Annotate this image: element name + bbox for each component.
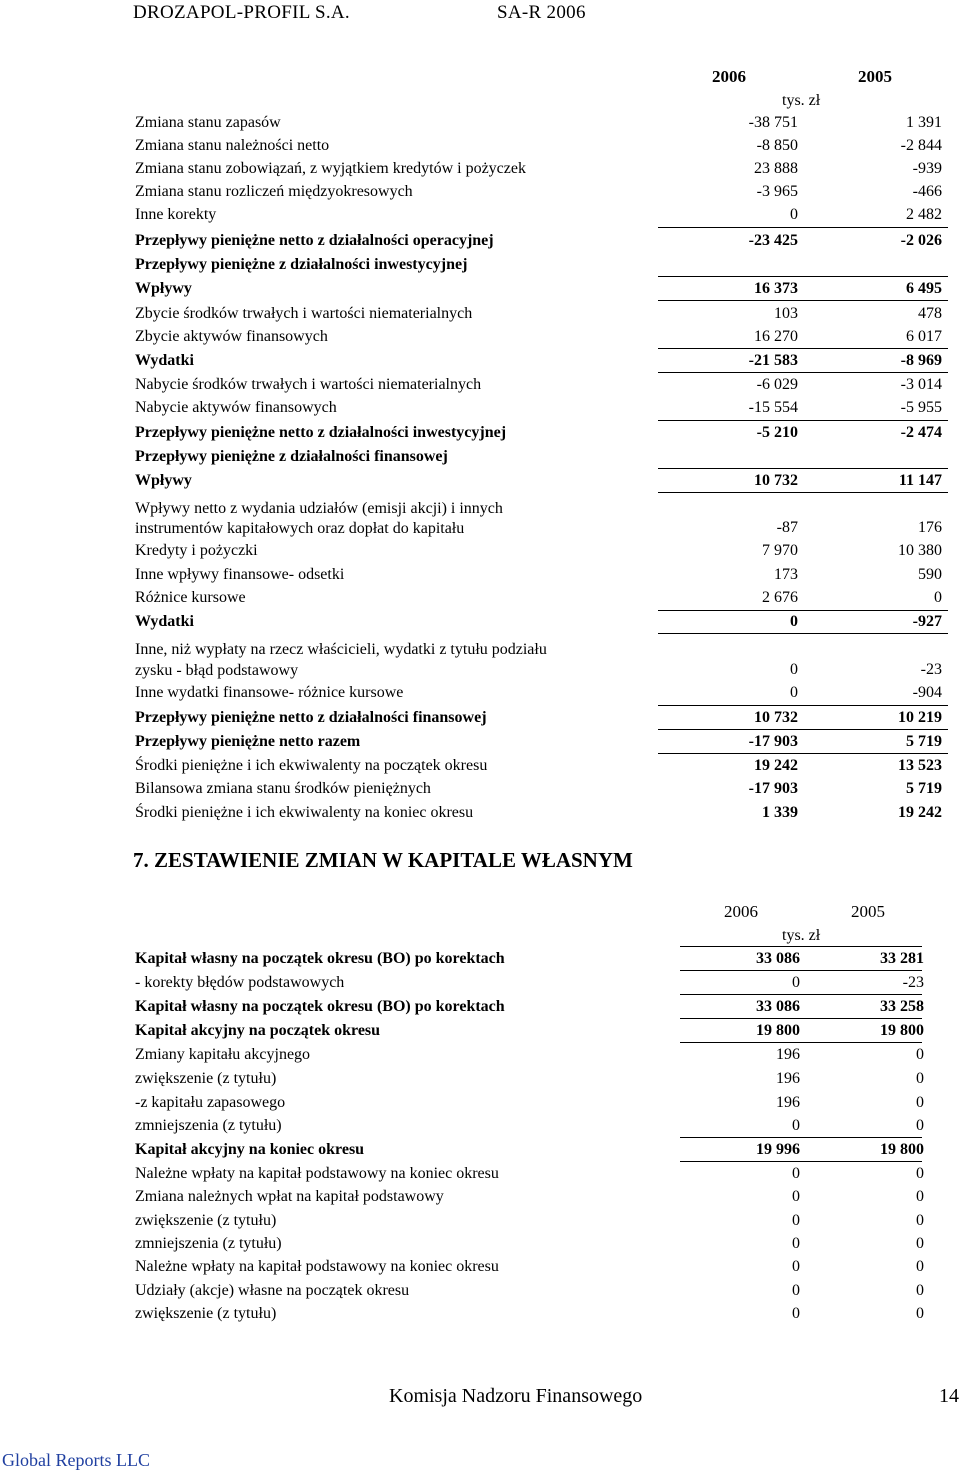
rule-line	[658, 705, 948, 706]
value-2005: 478	[918, 305, 942, 322]
value-2006: 0	[792, 1305, 800, 1322]
row-label: Kapitał własny na początek okresu (BO) po korektach	[135, 950, 505, 967]
rule-line	[658, 300, 948, 301]
value-2006: 173	[774, 566, 798, 583]
row-label: Kredyty i pożyczki	[135, 542, 258, 559]
row-label-cont: instrumentów kapitałowych oraz dopłat do kapitału	[135, 520, 465, 537]
value-2005: -927	[912, 613, 942, 630]
row-label: Zmiana należnych wpłat na kapitał podstawowy	[135, 1188, 444, 1205]
value-2005: 0	[916, 1188, 924, 1205]
value-2006: -15 554	[748, 399, 798, 416]
value-2005: -5 955	[900, 399, 942, 416]
rule-line	[680, 946, 922, 947]
value-2006: 0	[790, 684, 798, 701]
row-label: Udziały (akcje) własne na początek okresu	[135, 1282, 410, 1299]
value-2006: 16 373	[754, 280, 798, 297]
rule-line	[658, 729, 948, 730]
rule-line	[680, 1137, 922, 1138]
value-2005: 6 017	[906, 328, 942, 345]
company-name: DROZAPOL-PROFIL S.A.	[133, 2, 350, 23]
row-label: Wydatki	[135, 352, 194, 369]
row-label: Przepływy pieniężne z działalności inwestycyjnej	[135, 256, 468, 273]
row-label: Przepływy pieniężne netto z działalności operacyjnej	[135, 232, 494, 249]
value-2006: 196	[776, 1046, 800, 1063]
rule-line	[658, 348, 948, 349]
table2-unit: tys. zł	[782, 927, 821, 944]
value-2005: 2 482	[906, 206, 942, 223]
row-label: Kapitał własny na początek okresu (BO) po korektach	[135, 998, 505, 1015]
value-2006: -21 583	[748, 352, 798, 369]
value-2006: 0	[792, 1282, 800, 1299]
value-2005: 10 219	[898, 709, 942, 726]
value-2005: -2 844	[900, 137, 942, 154]
row-label: Inne wydatki finansowe- różnice kursowe	[135, 684, 404, 701]
rule-line	[658, 372, 948, 373]
row-label: -z kapitału zapasowego	[135, 1094, 286, 1111]
value-2005: -904	[912, 684, 942, 701]
value-2005: 33 258	[880, 998, 924, 1015]
report-code: SA-R 2006	[497, 2, 586, 23]
value-2006: 0	[792, 1258, 800, 1275]
value-2005: 5 719	[906, 733, 942, 750]
table2-year-2005: 2005	[851, 902, 885, 921]
row-label: Przepływy pieniężne netto razem	[135, 733, 361, 750]
value-2006: -8 850	[756, 137, 798, 154]
value-2005: 0	[916, 1070, 924, 1087]
value-2005: 10 380	[898, 542, 942, 559]
value-2006: 196	[776, 1094, 800, 1111]
row-label: Zbycie środków trwałych i wartości niematerialnych	[135, 305, 473, 322]
row-label: Należne wpłaty na kapitał podstawowy na koniec okresu	[135, 1165, 499, 1182]
value-2006: 23 888	[754, 160, 798, 177]
value-2005: -2 026	[900, 232, 942, 249]
value-2005: 176	[918, 519, 942, 536]
value-2006: 0	[792, 1212, 800, 1229]
row-label: Zbycie aktywów finansowych	[135, 328, 328, 345]
rule-line	[658, 610, 948, 611]
rule-line	[658, 227, 948, 228]
value-2005: 0	[916, 1046, 924, 1063]
value-2005: -466	[912, 183, 942, 200]
value-2006: 0	[790, 613, 798, 630]
footer-brand-link[interactable]: Global Reports LLC	[2, 1450, 150, 1470]
row-label: Zmiana stanu należności netto	[135, 137, 330, 154]
row-label: Nabycie aktywów finansowych	[135, 399, 337, 416]
value-2006: 2 676	[762, 589, 798, 606]
row-label: Środki pieniężne i ich ekwiwalenty na początek okresu	[135, 757, 488, 774]
value-2006: -87	[776, 519, 798, 536]
row-label-cont: zysku - błąd podstawowy	[135, 662, 299, 679]
rule-line	[658, 492, 948, 493]
rule-line	[680, 1042, 922, 1043]
value-2006: 1 339	[762, 804, 798, 821]
table1-year-2005: 2005	[858, 67, 892, 86]
value-2006: -38 751	[748, 114, 798, 131]
value-2006: -17 903	[748, 733, 798, 750]
value-2005: 19 242	[898, 804, 942, 821]
rule-line	[658, 420, 948, 421]
row-label: zwiększenie (z tytułu)	[135, 1070, 277, 1087]
value-2006: 33 086	[756, 950, 800, 967]
value-2005: 19 800	[880, 1022, 924, 1039]
value-2005: 0	[916, 1235, 924, 1252]
row-label: zwiększenie (z tytułu)	[135, 1212, 277, 1229]
value-2005: 0	[934, 589, 942, 606]
rule-line	[680, 994, 922, 995]
row-label: Należne wpłaty na kapitał podstawowy na koniec okresu	[135, 1258, 499, 1275]
rule-line	[658, 633, 948, 634]
row-label: - korekty błędów podstawowych	[135, 974, 345, 991]
row-label: Inne, niż wypłaty na rzecz właścicieli, wydatki z tytułu podziału	[135, 641, 547, 658]
value-2005: -3 014	[900, 376, 942, 393]
value-2005: -939	[912, 160, 942, 177]
row-label: zmniejszenia (z tytułu)	[135, 1117, 282, 1134]
value-2006: 10 732	[754, 472, 798, 489]
value-2006: 0	[792, 1235, 800, 1252]
value-2006: 196	[776, 1070, 800, 1087]
row-label: zmniejszenia (z tytułu)	[135, 1235, 282, 1252]
row-label: Wpływy	[135, 280, 192, 297]
row-label: Różnice kursowe	[135, 589, 246, 606]
value-2005: 13 523	[898, 757, 942, 774]
value-2006: 0	[790, 206, 798, 223]
value-2005: 6 495	[906, 280, 942, 297]
value-2006: 103	[774, 305, 798, 322]
rule-line	[658, 276, 948, 277]
value-2006: 10 732	[754, 709, 798, 726]
value-2005: 1 391	[906, 114, 942, 131]
value-2006: -6 029	[756, 376, 798, 393]
value-2005: 0	[916, 1117, 924, 1134]
value-2005: 0	[916, 1165, 924, 1182]
row-label: Kapitał akcyjny na początek okresu	[135, 1022, 381, 1039]
value-2006: 33 086	[756, 998, 800, 1015]
value-2006: -17 903	[748, 780, 798, 797]
row-label: Środki pieniężne i ich ekwiwalenty na koniec okresu	[135, 804, 474, 821]
row-label: Zmiana stanu rozliczeń międzyokresowych	[135, 183, 413, 200]
rule-line	[680, 970, 922, 971]
value-2006: 0	[792, 1117, 800, 1134]
rule-line	[680, 1018, 922, 1019]
value-2006: 0	[792, 1188, 800, 1205]
value-2006: 19 800	[756, 1022, 800, 1039]
value-2006: -5 210	[756, 424, 798, 441]
value-2006: 0	[792, 974, 800, 991]
value-2006: -23 425	[748, 232, 798, 249]
row-label: Wpływy netto z wydania udziałów (emisji akcji) i innych	[135, 500, 503, 517]
value-2005: -2 474	[900, 424, 942, 441]
row-label: Bilansowa zmiana stanu środków pieniężnych	[135, 780, 431, 797]
rule-line	[658, 753, 948, 754]
value-2006: -3 965	[756, 183, 798, 200]
value-2005: -23	[902, 974, 924, 991]
row-label: Przepływy pieniężne netto z działalności finansowej	[135, 709, 487, 726]
value-2005: 33 281	[880, 950, 924, 967]
value-2005: 0	[916, 1258, 924, 1275]
row-label: Wydatki	[135, 613, 194, 630]
rule-line	[680, 1161, 922, 1162]
row-label: Wpływy	[135, 472, 192, 489]
value-2005: 590	[918, 566, 942, 583]
value-2005: 11 147	[898, 472, 942, 489]
row-label: Kapitał akcyjny na koniec okresu	[135, 1141, 365, 1158]
table2-year-2006: 2006	[724, 902, 758, 921]
value-2006: 19 242	[754, 757, 798, 774]
row-label: Inne wpływy finansowe- odsetki	[135, 566, 345, 583]
section-title: 7. ZESTAWIENIE ZMIAN W KAPITALE WŁASNYM	[133, 848, 633, 872]
value-2005: 0	[916, 1212, 924, 1229]
row-label: Zmiana stanu zobowiązań, z wyjątkiem kredytów i pożyczek	[135, 160, 526, 177]
footer-publisher: Komisja Nadzoru Finansowego	[389, 1385, 643, 1407]
value-2006: 7 970	[762, 542, 798, 559]
page-number: 14	[939, 1385, 959, 1407]
row-label: Zmiany kapitału akcyjnego	[135, 1046, 311, 1063]
row-label: Inne korekty	[135, 206, 217, 223]
value-2006: 16 270	[754, 328, 798, 345]
value-2006: 19 996	[756, 1141, 800, 1158]
value-2005: 0	[916, 1305, 924, 1322]
value-2005: -8 969	[900, 352, 942, 369]
rule-line	[658, 468, 948, 469]
value-2005: 0	[916, 1282, 924, 1299]
row-label: Przepływy pieniężne netto z działalności inwestycyjnej	[135, 424, 507, 441]
value-2005: 0	[916, 1094, 924, 1111]
table1-year-2006: 2006	[712, 67, 746, 86]
value-2005: 19 800	[880, 1141, 924, 1158]
value-2006: 0	[790, 661, 798, 678]
value-2005: 5 719	[906, 780, 942, 797]
row-label: Nabycie środków trwałych i wartości niematerialnych	[135, 376, 482, 393]
row-label: Przepływy pieniężne z działalności finansowej	[135, 448, 448, 465]
row-label: zwiększenie (z tytułu)	[135, 1305, 277, 1322]
value-2005: -23	[920, 661, 942, 678]
value-2006: 0	[792, 1165, 800, 1182]
row-label: Zmiana stanu zapasów	[135, 114, 281, 131]
table1-unit: tys. zł	[782, 92, 821, 109]
